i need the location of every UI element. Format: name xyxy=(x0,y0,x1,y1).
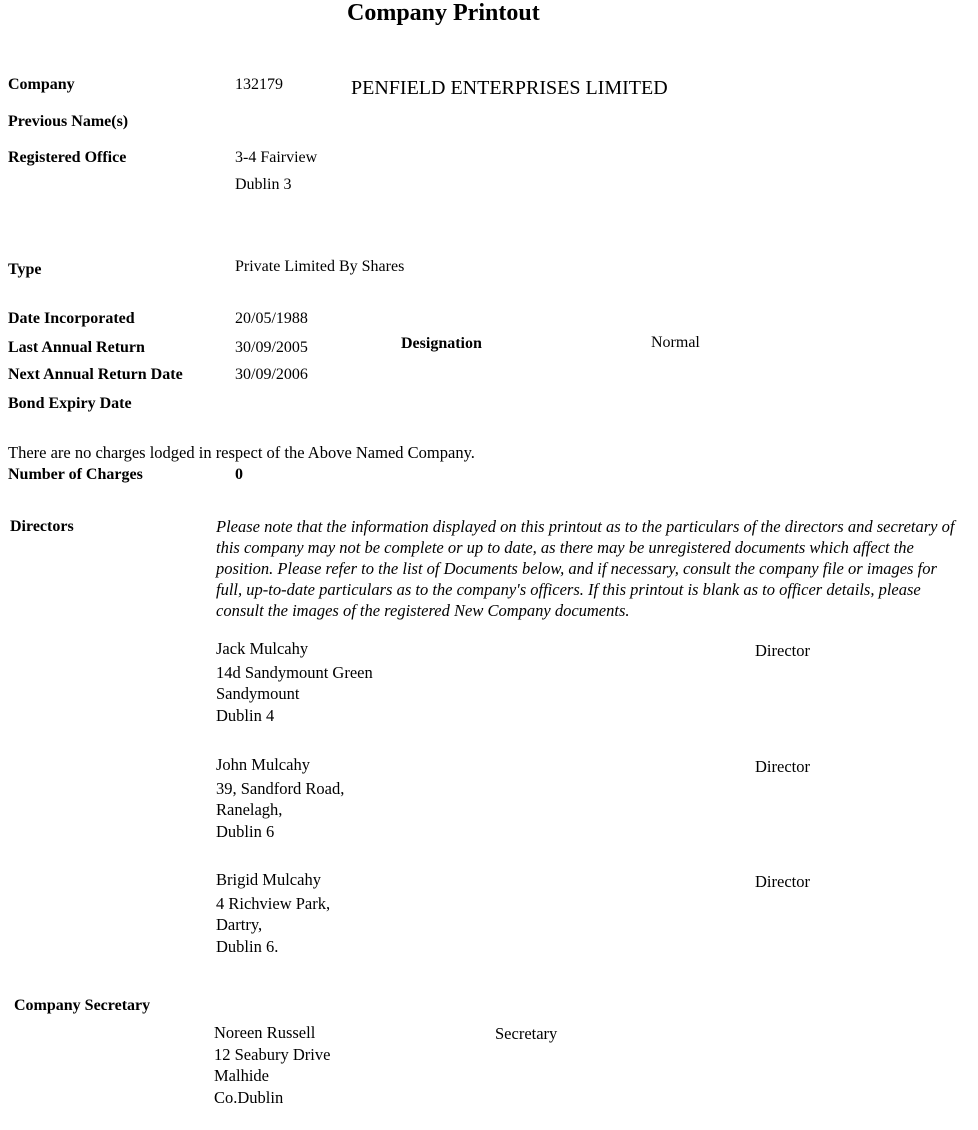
director-address-line: Dublin 6 xyxy=(216,821,275,841)
director-address-line: Dublin 4 xyxy=(216,705,275,725)
number-of-charges-label: Number of Charges xyxy=(8,466,143,483)
directors-notice: Please note that the information displayed on this printout as to the particulars of the directors and secretary of this company may not be complete or up to date, as there may be unregistered documents which affect the position. Please refer to the list of Documents below, and if necessary, consult the company file or images for full, up-to-date particulars as to the company's officers. If this printout is blank as to officer details, please consult the images of the registered New Company documents. xyxy=(216,517,955,620)
designation-label: Designation xyxy=(401,335,482,352)
company-secretary-label: Company Secretary xyxy=(14,997,151,1014)
date-incorporated-value: 20/05/1988 xyxy=(235,310,308,327)
secretary-address-line: Malhide xyxy=(214,1066,269,1085)
next-annual-return-label: Next Annual Return Date xyxy=(8,366,183,383)
designation-value: Normal xyxy=(651,334,700,351)
company-name: PENFIELD ENTERPRISES LIMITED xyxy=(351,77,668,99)
company-number: 132179 xyxy=(235,76,283,93)
director-address-line: Dartry, xyxy=(216,915,263,934)
last-annual-return-label: Last Annual Return xyxy=(8,339,145,356)
director-role: Director xyxy=(755,757,810,776)
director-entry xyxy=(216,638,373,726)
director-entry xyxy=(216,754,344,842)
directors-label: Directors xyxy=(10,518,74,535)
director-address-line: 14d Sandymount Green xyxy=(216,662,373,682)
last-annual-return-value: 30/09/2005 xyxy=(235,339,308,356)
director-role: Director xyxy=(755,641,810,660)
bond-expiry-label: Bond Expiry Date xyxy=(8,395,132,412)
director-entry xyxy=(216,869,330,957)
type-value: Private Limited By Shares xyxy=(235,258,405,275)
secretary-address-line: Co.Dublin xyxy=(214,1087,284,1107)
director-address-line: 4 Richview Park, xyxy=(216,893,331,913)
number-of-charges-value: 0 xyxy=(235,466,243,483)
secretary-entry xyxy=(214,1022,330,1108)
director-role: Director xyxy=(755,872,810,891)
director-name: Jack Mulcahy xyxy=(216,639,309,658)
director-address-line: Sandymount xyxy=(216,684,300,703)
type-label: Type xyxy=(8,261,42,278)
secretary-address-line: 12 Seabury Drive xyxy=(214,1044,331,1064)
registered-office-label: Registered Office xyxy=(8,149,127,166)
director-address-line: Ranelagh, xyxy=(216,800,283,819)
charges-notice: There are no charges lodged in respect of the Above Named Company. xyxy=(8,443,475,462)
registered-office-line1: 3-4 Fairview xyxy=(235,149,318,166)
page-title: Company Printout xyxy=(347,0,540,26)
date-incorporated-label: Date Incorporated xyxy=(8,310,135,327)
next-annual-return-value: 30/09/2006 xyxy=(235,366,308,383)
director-address-line: 39, Sandford Road, xyxy=(216,778,345,798)
registered-office-line2: Dublin 3 xyxy=(235,176,292,193)
director-address-line: Dublin 6. xyxy=(216,936,279,956)
previous-names-label: Previous Name(s) xyxy=(8,113,129,130)
secretary-name: Noreen Russell xyxy=(214,1023,316,1042)
director-name: John Mulcahy xyxy=(216,755,310,774)
director-name: Brigid Mulcahy xyxy=(216,870,321,889)
company-label: Company xyxy=(8,76,75,93)
secretary-role: Secretary xyxy=(495,1024,558,1043)
